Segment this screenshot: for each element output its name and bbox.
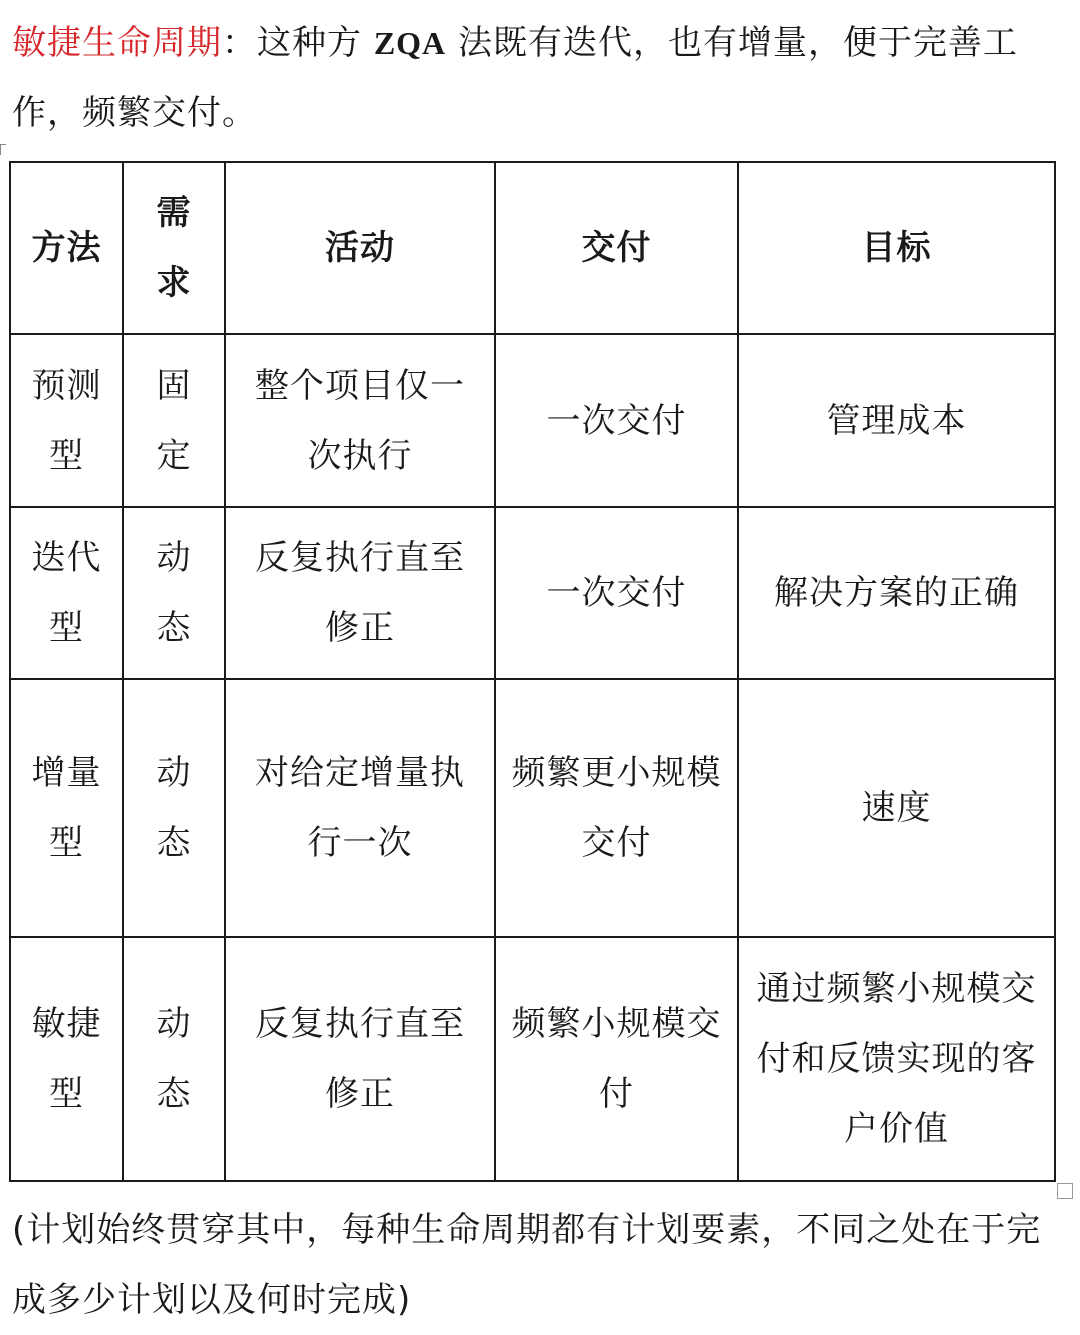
cell-goal: 速度 <box>738 679 1055 937</box>
table-row <box>10 507 1055 679</box>
cell-delivery: 频繁更小规模交付 <box>495 679 738 937</box>
lifecycle-comparison-table <box>9 161 1056 1182</box>
cell-requirement: 动态 <box>123 679 225 937</box>
cell-activity: 反复执行直至修正 <box>225 507 495 679</box>
cell-method: 预测型 <box>10 334 123 507</box>
cell-delivery: 频繁小规模交付 <box>495 937 738 1181</box>
intro-text-before: ：这种方 <box>222 23 374 63</box>
cell-activity: 整个项目仅一次执行 <box>225 334 495 507</box>
table-header-row <box>10 162 1055 334</box>
header-goal: 目标 <box>738 162 1055 334</box>
table-row <box>10 937 1055 1181</box>
table-row <box>10 679 1055 937</box>
cell-activity: 反复执行直至修正 <box>225 937 495 1181</box>
intro-paragraph <box>12 8 1072 148</box>
header-method: 方法 <box>10 162 123 334</box>
cell-activity: 对给定增量执行一次 <box>225 679 495 937</box>
cell-goal: 通过频繁小规模交付和反馈实现的客户价值 <box>738 937 1055 1181</box>
footnote-paragraph: (计划始终贯穿其中，每种生命周期都有计划要素，不同之处在于完成多少计划以及何时完成) <box>12 1210 1042 1320</box>
cell-method: 增量型 <box>10 679 123 937</box>
cell-method: 敏捷型 <box>10 937 123 1181</box>
intro-latin-word: ZQA <box>373 25 447 61</box>
table-anchor-marker <box>0 144 6 155</box>
cell-method: 迭代型 <box>10 507 123 679</box>
intro-text-after: 法既有迭代，也有增量，便于完善工作，频繁交付。 <box>12 23 1018 133</box>
table-row <box>10 334 1055 507</box>
header-activity: 活动 <box>225 162 495 334</box>
cell-goal: 管理成本 <box>738 334 1055 507</box>
cell-delivery: 一次交付 <box>495 334 738 507</box>
cell-requirement: 动态 <box>123 507 225 679</box>
header-delivery: 交付 <box>495 162 738 334</box>
cell-delivery: 一次交付 <box>495 507 738 679</box>
cell-requirement: 固定 <box>123 334 225 507</box>
intro-highlight-term: 敏捷生命周期 <box>12 23 222 63</box>
cell-goal: 解决方案的正确 <box>738 507 1055 679</box>
header-requirement: 需求 <box>123 162 225 334</box>
cell-requirement: 动态 <box>123 937 225 1181</box>
